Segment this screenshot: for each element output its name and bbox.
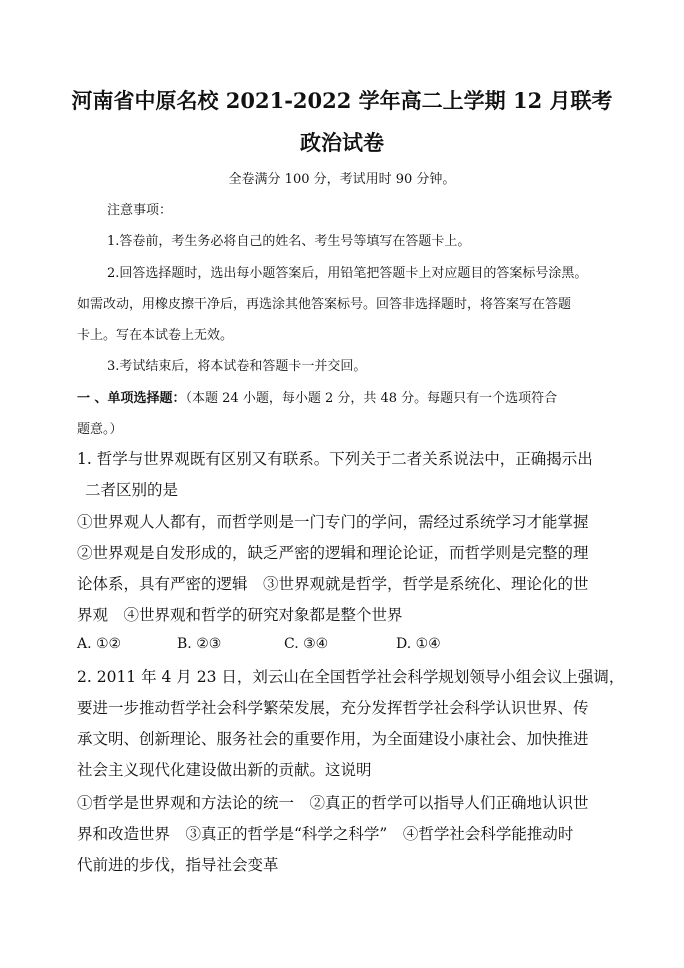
exam-info: 全卷满分 100 分，考试用时 90 分钟。 [228, 172, 456, 187]
notice-item-2-line-1: 2.回答选择题时，选出每小题答案后，用铅笔把答题卡上对应题目的答案标号涂黑。 [107, 266, 588, 281]
q2-stem-line-1: 2. 2011 年 4 月 23 日，刘云山在全国哲学社会科学规划领导小组会议上强调， [77, 668, 625, 686]
q1-choice-c: C. ③④ [284, 636, 329, 652]
notice-item-2-line-2: 如需改动，用橡皮擦干净后，再选涂其他答案标号。回答非选择题时，将答案写在答题 [77, 297, 572, 312]
q1-option-line-3: 论体系，具有严密的逻辑 ③世界观就是哲学，哲学是系统化、理论化的世 [77, 575, 589, 593]
subject-title: 政治试卷 [300, 130, 384, 155]
q1-stem-line-2: 二者区别的是 [85, 481, 179, 499]
section-1-line-2: 题意。） [77, 422, 123, 437]
q2-stem-line-4: 社会主义现代化建设做出新的贡献。这说明 [77, 761, 372, 779]
q1-stem-line-1: 1. 哲学与世界观既有区别又有联系。下列关于二者关系说法中，正确揭示出 [77, 450, 593, 468]
q1-choice-b: B. ②③ [177, 636, 222, 652]
section-1-description: （本题 24 小题，每小题 2 分，共 48 分。每题只有一个选项符合 [185, 391, 558, 406]
q2-option-line-1: ①哲学是世界观和方法论的统一 ②真正的哲学可以指导人们正确地认识世 [77, 794, 589, 812]
notice-item-3: 3.考试结束后，将本试卷和答题卡一并交回。 [107, 359, 367, 374]
q2-stem-line-2: 要进一步推动哲学社会科学繁荣发展，充分发挥哲学社会科学认识世界、传 [77, 699, 589, 717]
q1-option-line-2: ②世界观是自发形成的，缺乏严密的逻辑和理论论证，而哲学则是完整的理 [77, 544, 589, 562]
notice-item-2-line-3: 卡上。写在本试卷上无效。 [77, 328, 234, 343]
section-1-heading: 一 、单项选择题： [77, 391, 186, 406]
q1-option-line-1: ①世界观人人都有，而哲学则是一门专门的学问，需经过系统学习才能掌握 [77, 513, 589, 531]
exam-title: 河南省中原名校 2021-2022 学年高二上学期 12 月联考 [71, 88, 613, 113]
section-1-line-1 [77, 387, 557, 406]
q1-option-line-4: 界观 ④世界观和哲学的研究对象都是整个世界 [77, 606, 403, 624]
q2-option-line-2: 界和改造世界 ③真正的哲学是“科学之科学” ④哲学社会科学能推动时 [77, 825, 574, 843]
q2-option-line-3: 代前进的步伐，指导社会变革 [77, 856, 279, 874]
q1-choice-d: D. ①④ [396, 636, 441, 652]
q1-choice-a: A. ①② [77, 636, 122, 652]
notice-item-1: 1.答卷前，考生务必将自己的姓名、考生号等填写在答题卡上。 [107, 234, 471, 249]
q2-stem-line-3: 承文明、创新理论、服务社会的重要作用，为全面建设小康社会、加快推进 [77, 730, 589, 748]
notice-heading: 注意事项： [107, 203, 173, 218]
